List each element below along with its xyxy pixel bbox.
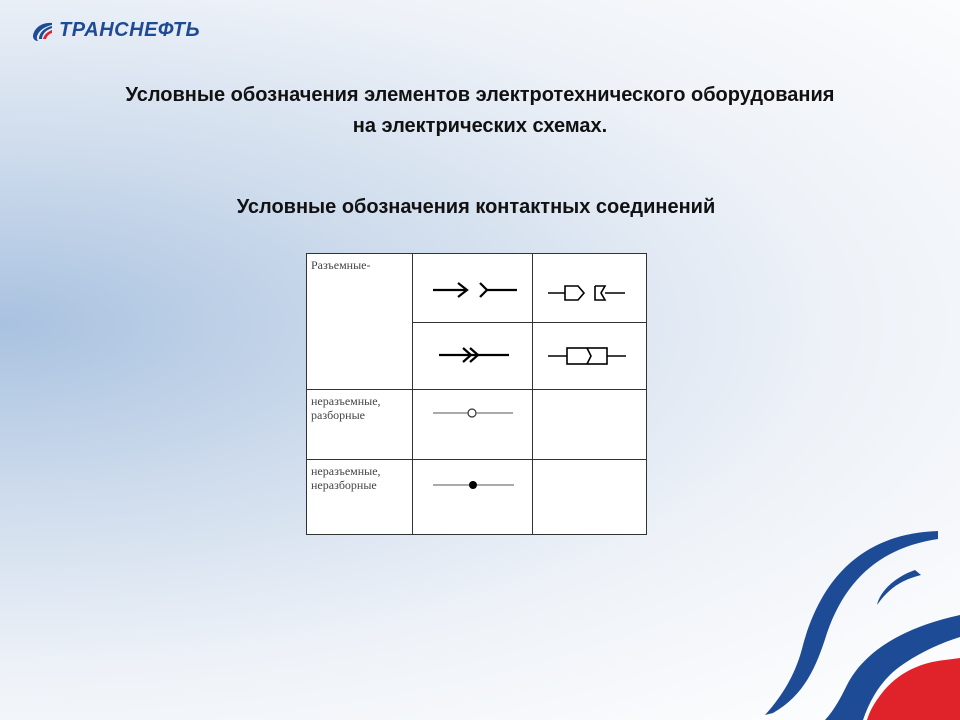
- symbol-cell: [413, 323, 532, 390]
- symbols-table: [306, 253, 647, 534]
- plug-socket-box-joined-icon: [533, 323, 649, 390]
- row-label-permanent-nonseparable: неразъемные, неразборные: [307, 460, 413, 535]
- logo-text: ТРАНСНЕФТЬ: [59, 19, 201, 41]
- symbol-cell: [413, 254, 532, 323]
- symbol-cell: [413, 460, 532, 535]
- transneft-swoosh-icon: [30, 20, 56, 42]
- row-label-permanent-separable: неразъемные, разборные: [307, 390, 413, 460]
- table-row: [307, 254, 647, 323]
- title-line-1: Условные обозначения элементов электротехнического оборудования: [125, 84, 835, 106]
- page-title: [0, 80, 960, 142]
- symbol-cell-empty: [532, 390, 646, 460]
- plug-socket-double-arrow-icon: [413, 323, 534, 390]
- row-label-detachable: Разъемные-: [307, 254, 413, 390]
- symbol-cell: [532, 254, 646, 323]
- open-circle-joint-icon: [413, 390, 534, 460]
- plug-socket-box-icon: [533, 254, 649, 323]
- symbol-cell: [532, 323, 646, 390]
- symbol-cell-empty: [532, 460, 646, 535]
- section-subtitle: Условные обозначения контактных соединений: [236, 196, 716, 218]
- table-row: [307, 390, 647, 460]
- company-logo: [30, 19, 200, 42]
- symbol-cell: [413, 390, 532, 460]
- title-line-2: на электрических схемах.: [352, 115, 608, 137]
- table-row: [307, 460, 647, 535]
- brand-swoosh-decoration: [755, 525, 960, 720]
- filled-dot-joint-icon: [413, 460, 534, 535]
- plug-socket-arrow-icon: [413, 254, 534, 323]
